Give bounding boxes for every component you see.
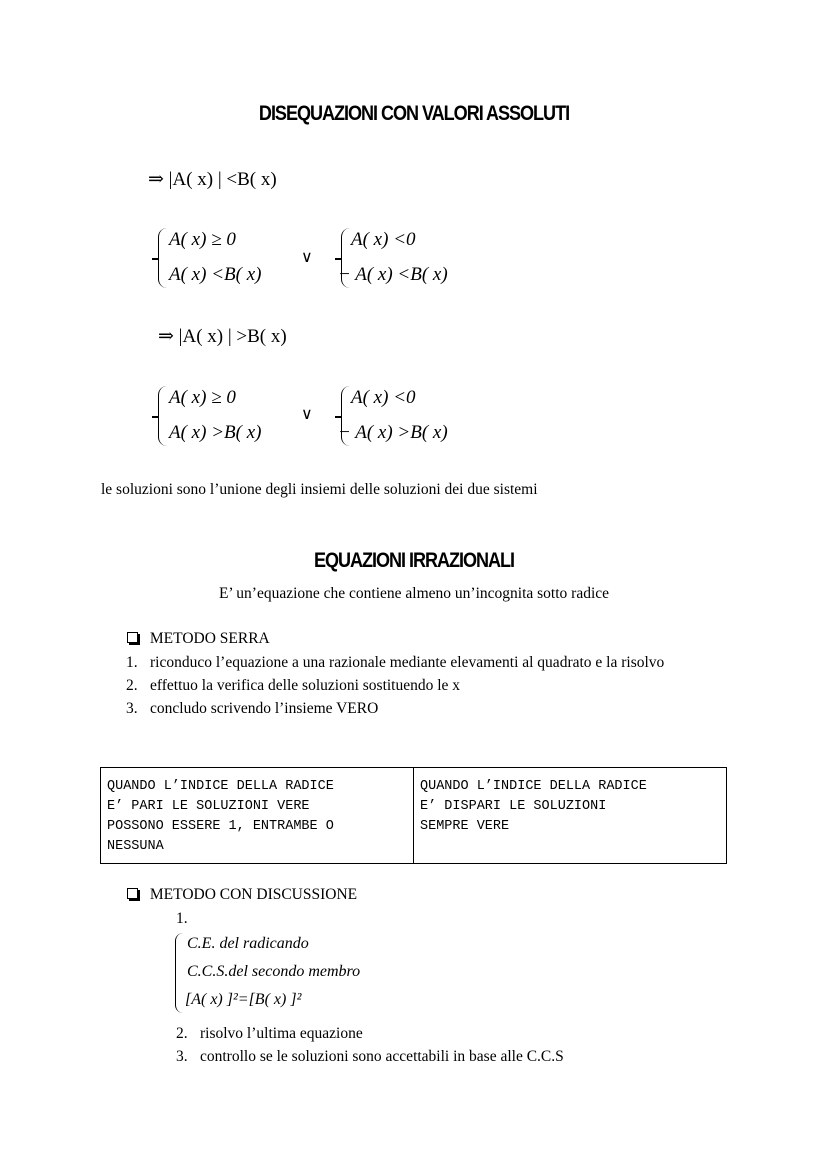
- even-index-cell: QUANDO L’INDICE DELLA RADICE E’ PARI LE SOLUZIONI VERE POSSONO ESSERE 1, ENTRAMBE O NESSUNA: [101, 768, 414, 864]
- serra-step-3-text: concludo scrivendo l’insieme VERO: [150, 700, 379, 717]
- method-serra-item: [127, 630, 270, 648]
- section-title-irrational-equations: EQUAZIONI IRRAZIONALI: [313, 549, 515, 572]
- method-serra-label: METODO SERRA: [149, 630, 270, 647]
- case1-left-brace: [158, 228, 167, 288]
- method-discussion-label: METODO CON DISCUSSIONE: [149, 886, 358, 903]
- case2-left-line1: A( x) ≥ 0: [169, 387, 236, 408]
- section-title-absolute-value: DISEQUAZIONI CON VALORI ASSOLUTI: [258, 102, 570, 125]
- case2-right-line1: A( x) <0: [351, 387, 416, 408]
- checkbox-bullet-icon: [127, 888, 138, 899]
- case2-heading: ⇒ |A( x) | >B( x): [158, 326, 287, 347]
- serra-step-1-text: riconduco l’equazione a una razionale mediante elevamenti al quadrato e la risolvo: [150, 654, 665, 671]
- serra-step-2-text: effettuo la verifica delle soluzioni sostituendo le x: [150, 677, 461, 694]
- checkbox-bullet-icon: [127, 632, 138, 643]
- serra-step-3: 3. concludo scrivendo l’insieme VERO: [126, 700, 379, 717]
- odd-index-cell: QUANDO L’INDICE DELLA RADICE E’ DISPARI LE SOLUZIONI SEMPRE VERE: [414, 768, 727, 864]
- union-note: le soluzioni sono l’unione degli insiemi delle soluzioni dei due sistemi: [101, 481, 538, 498]
- case1-right-line2: − A( x) <B( x): [338, 264, 448, 285]
- case1-left-line1: A( x) ≥ 0: [169, 229, 236, 250]
- discussion-system-line3: [A( x) ]²=[B( x) ]²: [185, 991, 302, 1008]
- discussion-step-2: 2. risolvo l’ultima equazione: [176, 1025, 363, 1042]
- case2-or-symbol: ∨: [301, 404, 313, 423]
- discussion-step-2-text: risolvo l’ultima equazione: [200, 1025, 363, 1042]
- discussion-step-1-number: 1.: [176, 910, 188, 927]
- case1-heading: ⇒ |A( x) | <B( x): [148, 169, 277, 190]
- index-parity-table: [100, 767, 727, 864]
- serra-step-2: 2. effettuo la verifica delle soluzioni sostituendo le x: [126, 677, 461, 694]
- case2-left-brace: [158, 386, 167, 446]
- case1-left-line2: A( x) <B( x): [169, 264, 262, 285]
- definition-text: E’ un’equazione che contiene almeno un’incognita sotto radice: [218, 585, 610, 602]
- case2-right-line2: − A( x) >B( x): [338, 422, 448, 443]
- discussion-system-brace: [175, 933, 184, 1013]
- case2-left-line2: A( x) >B( x): [169, 422, 262, 443]
- discussion-system-line2: C.C.S.del secondo membro: [187, 963, 361, 980]
- serra-step-1: 1. riconduco l’equazione a una razionale mediante elevamenti al quadrato e la risolvo: [126, 654, 665, 671]
- case1-right-line1: A( x) <0: [351, 229, 416, 250]
- case1-or-symbol: ∨: [301, 247, 313, 266]
- discussion-system-line1: C.E. del radicando: [187, 935, 309, 952]
- method-discussion-item: [127, 886, 357, 904]
- discussion-step-3-text: controllo se le soluzioni sono accettabili in base alle C.C.S: [200, 1048, 564, 1065]
- discussion-step-3: 3. controllo se le soluzioni sono accettabili in base alle C.C.S: [176, 1048, 564, 1065]
